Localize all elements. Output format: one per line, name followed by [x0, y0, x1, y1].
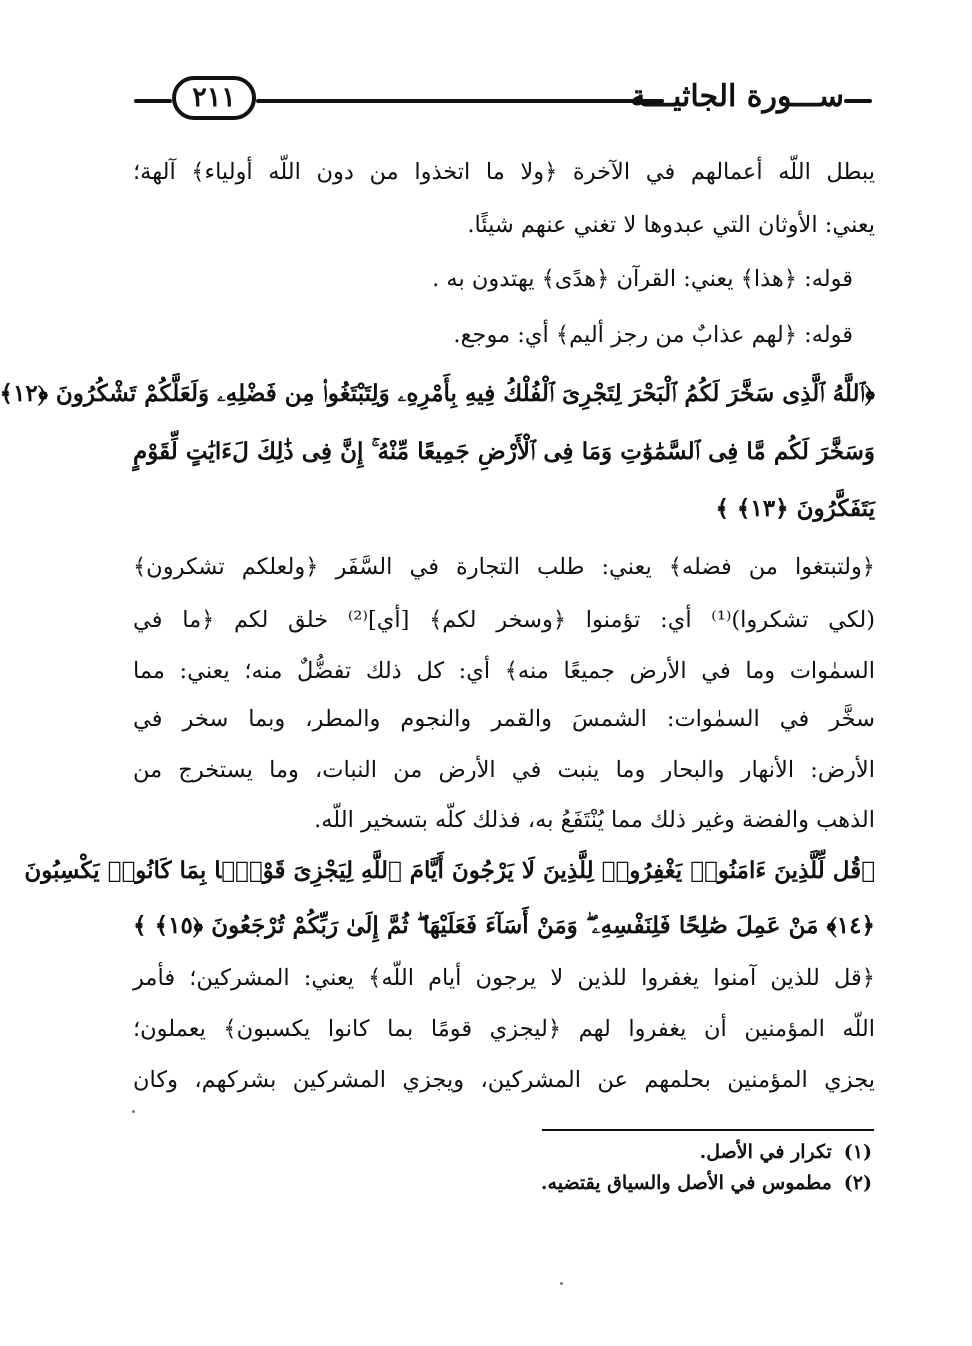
surah-title: ســـورة الجاثيـــة	[630, 79, 844, 114]
text-line: الذهب والفضة وغير ذلك مما يُنْتَفَعُ به، فذلك كلّه بتسخير اللّه.	[314, 807, 875, 833]
footnote-item	[700, 1141, 872, 1163]
footnote-text: مطموس في الأصل والسياق يقتضيه.	[540, 1172, 832, 1194]
page-number: ٢١١	[172, 76, 256, 120]
text-line: يجزي المؤمنين بحلمهم عن المشركين، ويجزي المشركين بشركهم، وكان	[133, 1067, 875, 1093]
text-line: (لكي تشكروا)⁽¹⁾ أي: تؤمنوا ﴿وسخر لكم﴾ [أي]⁽²⁾ خلق لكم ﴿ما في	[133, 607, 875, 633]
header-rule-middle	[256, 99, 664, 103]
text-line: يعني: الأوثان التي عبدوها لا تغني عنهم شيئًا.	[467, 212, 875, 238]
header-rule-left	[134, 99, 172, 103]
quran-verse-line: وَسَخَّرَ لَكُم مَّا فِى ٱلسَّمَٰوَٰتِ وَمَا فِى ٱلْأَرْضِ جَمِيعًا مِّنْهُ ۚ إِنَّ فِى ذَٰلِكَ لَءَايَٰتٍ لِّقَوْمٍ	[133, 438, 875, 465]
quran-verse-line: ﴿قُل لِّلَّذِينَ ءَامَنُوا۟ يَغْفِرُوا۟ لِلَّذِينَ لَا يَرْجُونَ أَيَّامَ ٱللَّهِ لِيَجْزِىَ قَوْمًۢا بِمَا كَانُوا۟ يَكْسِبُونَ	[24, 857, 875, 884]
scan-speck	[132, 1110, 135, 1113]
text-line: الأرض: الأنهار والبحار وما ينبت في الأرض من النبات، وما يستخرج من	[133, 757, 875, 783]
quran-verse-line: يَتَفَكَّرُونَ ﴿١٣﴾ ﴾	[715, 495, 875, 522]
quran-verse-line: ﴿ٱللَّهُ ٱلَّذِى سَخَّرَ لَكُمُ ٱلْبَحْرَ لِتَجْرِىَ ٱلْفُلْكُ فِيهِ بِأَمْرِهِۦ وَلِتَبْتَغُوا۟ مِن فَضْلِهِۦ وَلَعَلَّكُمْ تَشْكُرُونَ ﴿١٢﴾	[0, 380, 875, 407]
text-line: سخَّر في السمٰوات: الشمسَ والقمر والنجوم والمطر، وبما سخر في	[133, 706, 875, 732]
scan-speck	[560, 1282, 563, 1285]
footnote-item	[541, 1172, 872, 1194]
footnote-number: (١)	[843, 1141, 872, 1163]
text-line: قوله: ﴿لهم عذابٌ من رجز أليم﴾ أي: موجع.	[453, 322, 853, 348]
text-line: السمٰوات وما في الأرض جميعًا منه﴾ أي: كل ذلك تفضُّلٌ منه؛ يعني: مما	[133, 658, 875, 684]
text-line: ﴿قل للذين آمنوا يغفروا للذين لا يرجون أيام اللّه﴾ يعني: المشركين؛ فأمر	[133, 965, 875, 991]
text-line: قوله: ﴿هذا﴾ يعني: القرآن ﴿هدًى﴾ يهتدون به .	[432, 266, 853, 292]
header-rule-right	[844, 99, 872, 103]
page-header	[134, 62, 872, 132]
footnote-text: تكرار في الأصل.	[699, 1141, 832, 1163]
text-line: ﴿ولتبتغوا من فضله﴾ يعني: طلب التجارة في السَّفَر ﴿ولعلكم تشكرون﴾	[133, 554, 875, 580]
quran-verse-line: ﴿١٤﴾ مَنْ عَمِلَ صَٰلِحًا فَلِنَفْسِهِۦ ۖ وَمَنْ أَسَآءَ فَعَلَيْهَا ۖ ثُمَّ إِلَىٰ رَبِّكُمْ تُرْجَعُونَ ﴿١٥﴾ ﴾	[133, 912, 875, 939]
footnote-divider	[542, 1129, 874, 1131]
text-line: يبطل اللّه أعمالهم في الآخرة ﴿ولا ما اتخذوا من دون اللّه أولياء﴾ آلهة؛	[133, 159, 875, 185]
text-line: اللّه المؤمنين أن يغفروا لهم ﴿ليجزي قومًا بما كانوا يكسبون﴾ يعملون؛	[133, 1016, 875, 1042]
footnote-number: (٢)	[843, 1172, 872, 1194]
